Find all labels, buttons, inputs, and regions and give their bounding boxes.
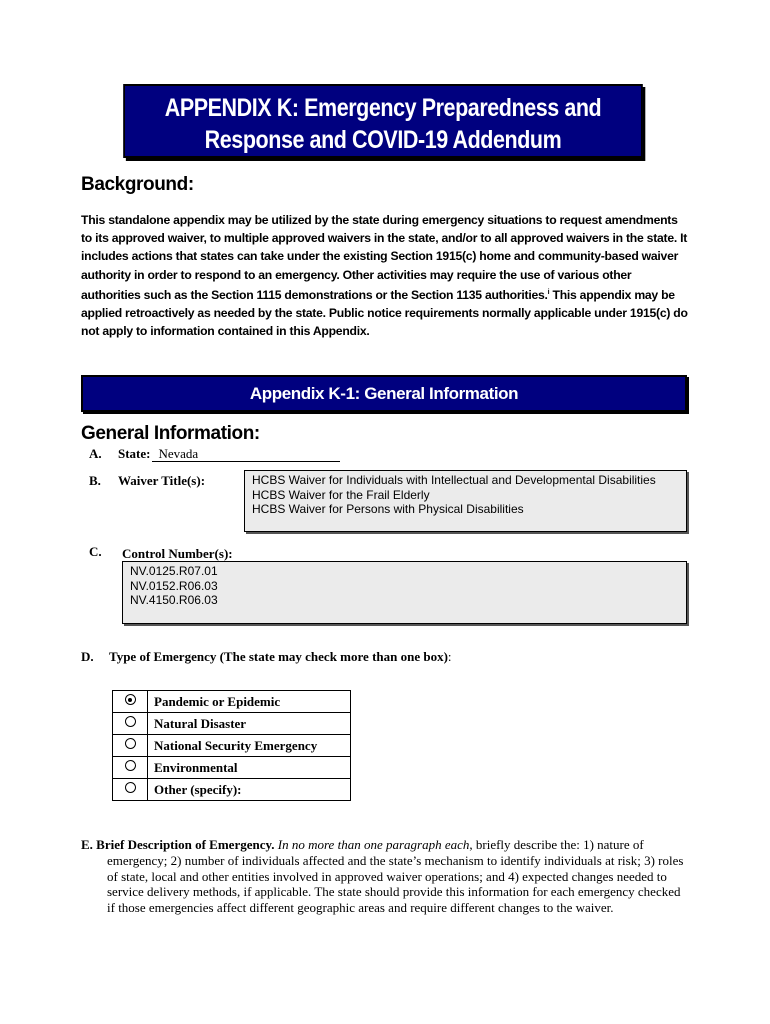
emergency-option-label: Other (specify): (148, 779, 351, 801)
emergency-option-label: National Security Emergency (148, 735, 351, 757)
control-numbers-label: Control Number(s): (122, 546, 233, 561)
control-number: NV.4150.R06.03 (130, 593, 218, 607)
background-text-rest: This appendix may be applied retroactively as needed by the state. Public notice requirements normally applicable under 1915(c) do not apply to information contained in this Appendix. (81, 287, 688, 339)
waiver-titles-letter: B. (89, 473, 101, 488)
radio-unchecked-icon[interactable] (125, 716, 136, 727)
state-value: Nevada (158, 446, 199, 461)
general-information-heading: General Information: (81, 423, 260, 444)
emergency-type-label-text: Type of Emergency (The state may check more than one box) (109, 649, 448, 664)
appendix-title (123, 84, 642, 158)
background-text (81, 211, 691, 340)
appendix-title-line-1: APPENDIX K: Emergency Preparedness and (164, 94, 602, 122)
emergency-type-colon: : (447, 649, 452, 664)
emergency-option-row (113, 735, 351, 757)
emergency-option-label: Natural Disaster (148, 713, 351, 735)
waiver-title: HCBS Waiver for Individuals with Intellectual and Developmental Disabilities (252, 473, 656, 487)
waiver-titles-label: Waiver Title(s): (118, 473, 206, 488)
brief-description-text: , briefly describe the: 1) nature of emergency; 2) number of individuals affected and the state’s mechanism to identify individuals at risk; 3) roles of state, local and other entities involved in approved waiver operations; and 4) expected changes needed to service delivery methods, if applicable. The state should provide this information for each emergency checked if those emergencies affect different geographic areas and require different changes to the waiver. (107, 837, 684, 916)
emergency-option-row (113, 779, 351, 801)
emergency-option-radio-cell[interactable] (113, 691, 148, 713)
emergency-option-radio-cell[interactable] (113, 735, 148, 757)
state-letter: A. (89, 446, 102, 461)
emergency-type-letter: D. (81, 649, 94, 664)
waiver-title: HCBS Waiver for the Frail Elderly (252, 487, 430, 502)
brief-description-italic: In no more than one paragraph each (277, 837, 470, 852)
state-label: State: (118, 446, 151, 461)
brief-description-label: Brief Description of Emergency. (96, 837, 275, 852)
radio-unchecked-icon[interactable] (125, 782, 136, 793)
footnote-marker: i (547, 288, 550, 296)
radio-checked-icon[interactable] (125, 694, 136, 705)
radio-unchecked-icon[interactable] (125, 738, 136, 749)
waiver-titles-field[interactable] (244, 470, 687, 532)
emergency-option-radio-cell[interactable] (113, 779, 148, 801)
brief-description-paragraph (81, 837, 691, 916)
emergency-type-label (109, 649, 452, 665)
emergency-option-label: Pandemic or Epidemic (148, 691, 351, 713)
state-field[interactable] (152, 446, 340, 462)
waiver-title: HCBS Waiver for Persons with Physical Disabilities (252, 502, 524, 516)
control-number: NV.0152.R06.03 (130, 578, 218, 593)
emergency-option-row (113, 691, 351, 713)
emergency-type-table (112, 690, 351, 801)
section-k1-header: Appendix K-1: General Information (81, 375, 687, 412)
control-numbers-letter: C. (89, 544, 102, 559)
appendix-title-line-2: Response and COVID-19 Addendum (204, 126, 562, 154)
emergency-option-radio-cell[interactable] (113, 757, 148, 779)
emergency-option-radio-cell[interactable] (113, 713, 148, 735)
background-text-main: This standalone appendix may be utilized by the state during emergency situations to request amendments to its approved waiver, to multiple approved waivers in the state, and/or to all approved waivers in the state. It includes actions that states can take under the existing Section 1915(c) home and community-based waiver authority in order to respond to an emergency. Other activities may require the use of various other authorities such as the Section 1115 demonstrations or the Section 1135 authorities. (81, 213, 688, 302)
emergency-option-label: Environmental (148, 757, 351, 779)
control-number: NV.0125.R07.01 (130, 564, 218, 578)
emergency-option-row (113, 713, 351, 735)
brief-description-letter: E. (81, 837, 93, 852)
control-numbers-field[interactable] (122, 561, 687, 624)
radio-unchecked-icon[interactable] (125, 760, 136, 771)
emergency-option-row (113, 757, 351, 779)
background-heading: Background: (81, 174, 194, 195)
